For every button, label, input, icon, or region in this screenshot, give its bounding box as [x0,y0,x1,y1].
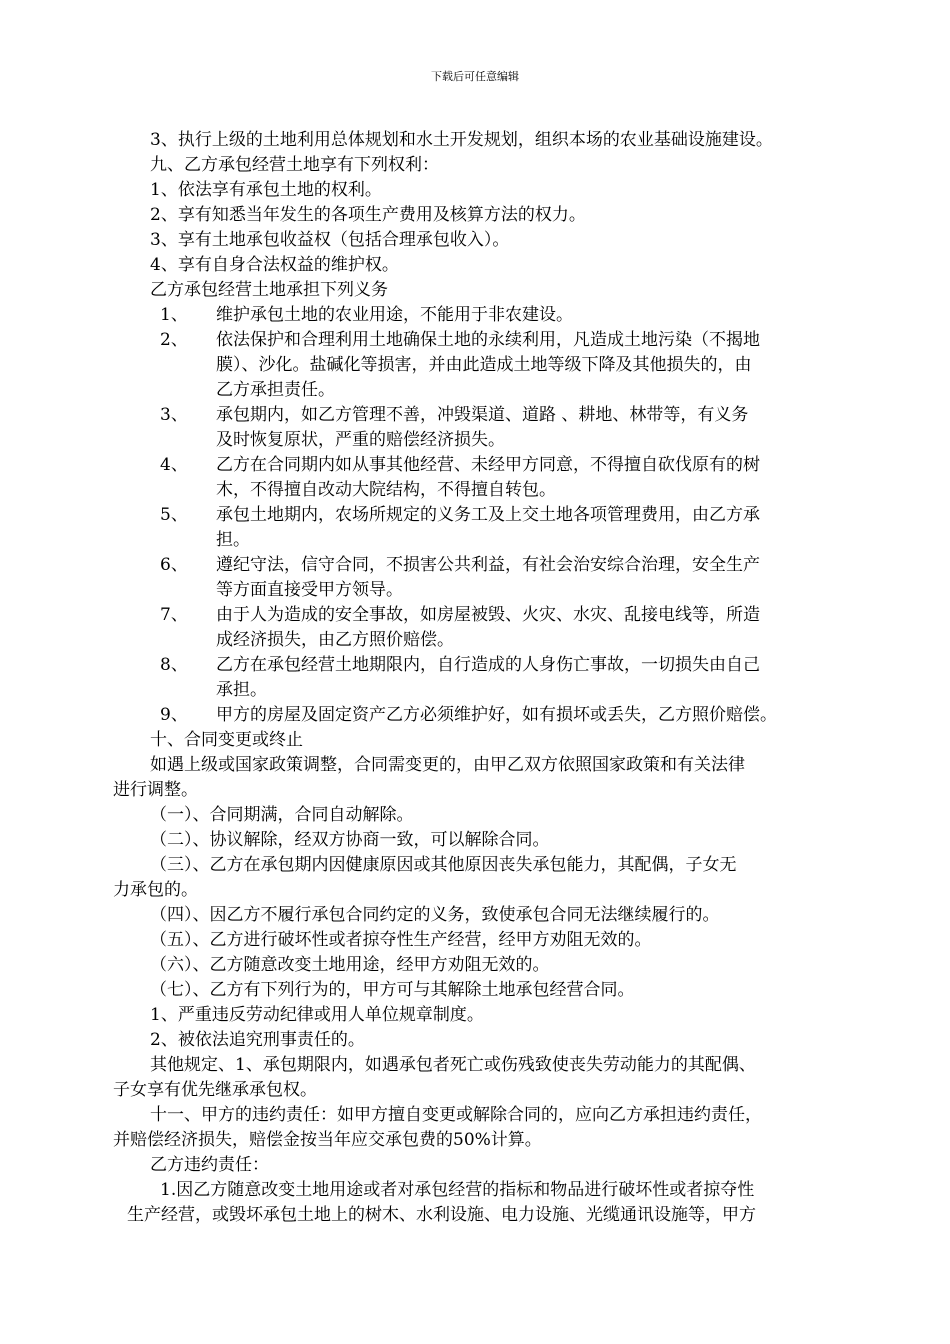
section-heading: 乙方承包经营土地承担下列义务 [150,280,388,300]
duty-text: 木，不得擅自改动大院结构，不得擅自转包。 [216,480,556,500]
text-line: 3、享有土地承包收益权（包括合理承包收入）。 [150,230,510,250]
text-line: 并赔偿经济损失，赔偿金按当年应交承包费的50%计算。 [113,1130,542,1150]
text-line: 4、享有自身合法权益的维护权。 [150,255,399,275]
text-line: （二）、协议解除，经双方协商一致，可以解除合同。 [150,830,550,850]
duty-number: 1、 [160,305,188,325]
section-heading: 十、合同变更或终止 [150,730,303,750]
text-line: 3、执行上级的土地利用总体规划和水土开发规划，组织本场的农业基础设施建设。 [150,130,773,150]
duty-text: 承包期内，如乙方管理不善，冲毁渠道、道路 、耕地、林带等，有义务 [216,405,749,425]
text-line: 2、被依法追究刑事责任的。 [150,1030,365,1050]
section-heading: 乙方违约责任： [150,1155,269,1175]
text-line: 力承包的。 [113,880,198,900]
text-line: 1、严重违反劳动纪律或用人单位规章制度。 [150,1005,484,1025]
duty-number: 2、 [160,330,188,350]
text-line: 生产经营，或毁坏承包土地上的树木、水利设施、电力设施、光缆通讯设施等，甲方 [127,1205,756,1225]
duty-text: 维护承包土地的农业用途，不能用于非农建设。 [216,305,573,325]
duty-text: 及时恢复原状，严重的赔偿经济损失。 [216,430,505,450]
duty-text: 承担。 [216,680,267,700]
duty-number: 9、 [160,705,188,725]
text-line: （四）、因乙方不履行承包合同约定的义务，致使承包合同无法继续履行的。 [150,905,720,925]
header-note: 下载后可任意编辑 [431,70,519,83]
duty-text: 承包土地期内，农场所规定的义务工及上交土地各项管理费用，由乙方承 [216,505,760,525]
text-line: 1.因乙方随意改变土地用途或者对承包经营的指标和物品进行破坏性或者掠夺性 [160,1180,755,1200]
duty-number: 3、 [160,405,188,425]
text-line: 子女享有优先继承承包权。 [113,1080,317,1100]
text-line: （六）、乙方随意改变土地用途，经甲方劝阻无效的。 [150,955,550,975]
duty-text: 遵纪守法，信守合同，不损害公共利益，有社会治安综合治理，安全生产 [216,555,760,575]
duty-text: 成经济损失，由乙方照价赔偿。 [216,630,454,650]
duty-number: 7、 [160,605,188,625]
text-line: 如遇上级或国家政策调整，合同需变更的，由甲乙双方依照国家政策和有关法律 [150,755,745,775]
duty-text: 乙方在合同期内如从事其他经营、未经甲方同意，不得擅自砍伐原有的树 [216,455,760,475]
text-line: （五）、乙方进行破坏性或者掠夺性生产经营，经甲方劝阻无效的。 [150,930,652,950]
duty-number: 8、 [160,655,188,675]
duty-text: 膜）、沙化。盐碱化等损害，并由此造成土地等级下降及其他损失的，由 [216,355,752,375]
text-line: 1、依法享有承包土地的权利。 [150,180,382,200]
duty-text: 甲方的房屋及固定资产乙方必须维护好，如有损坏或丢失，乙方照价赔偿。 [216,705,777,725]
duty-number: 4、 [160,455,188,475]
duty-text: 乙方在承包经营土地期限内，自行造成的人身伤亡事故，一切损失由自己 [216,655,760,675]
duty-number: 6、 [160,555,188,575]
section-heading: 十一、甲方的违约责任：如甲方擅自变更或解除合同的，应向乙方承担违约责任， [150,1105,762,1125]
text-line: 2、享有知悉当年发生的各项生产费用及核算方法的权力。 [150,205,586,225]
text-line: （七）、乙方有下列行为的，甲方可与其解除土地承包经营合同。 [150,980,635,1000]
text-line: （三）、乙方在承包期内因健康原因或其他原因丧失承包能力，其配偶，子女无 [150,855,737,875]
text-line: 其他规定、1、承包期限内，如遇承包者死亡或伤残致使丧失劳动能力的其配偶、 [150,1055,756,1075]
duty-text: 担。 [216,530,250,550]
duty-text: 由于人为造成的安全事故，如房屋被毁、火灾、水灾、乱接电线等，所造 [216,605,760,625]
duty-text: 乙方承担责任。 [216,380,335,400]
text-line: （一）、合同期满，合同自动解除。 [150,805,414,825]
text-line: 进行调整。 [113,780,198,800]
duty-text: 依法保护和合理利用土地确保土地的永续利用，凡造成土地污染（不揭地 [216,330,760,350]
section-heading: 九、乙方承包经营土地享有下列权利： [150,155,439,175]
duty-number: 5、 [160,505,188,525]
duty-text: 等方面直接受甲方领导。 [216,580,403,600]
